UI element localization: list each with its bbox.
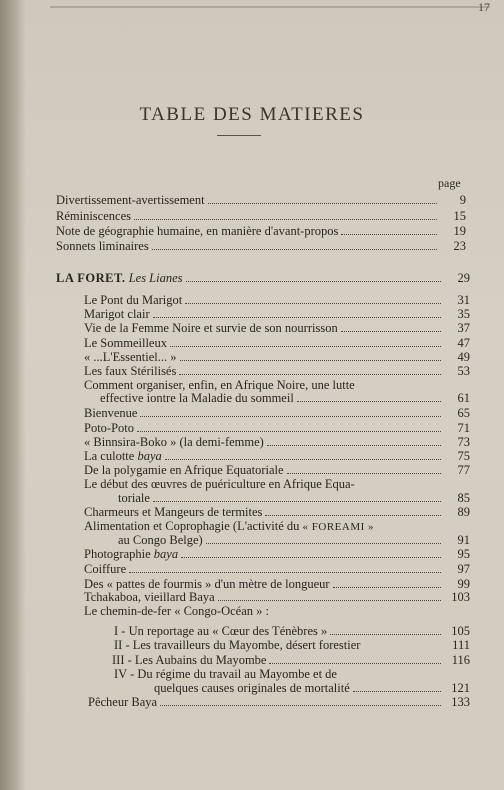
toc-subentry: quelques causes originales de mortalité 121 [154,681,470,695]
toc-entry: Charmeurs et Mangeurs de termites 89 [84,505,470,519]
title-underline [217,135,261,136]
toc-entry: Le Pont du Marigot 31 [84,293,470,307]
toc-entry: De la polygamie en Afrique Equatoriale 77 [84,463,470,477]
toc-entry: Réminiscences 15 [56,209,466,223]
toc-entry: Photographie baya 95 [84,547,470,561]
toc-section-heading: LA FORET. Les Lianes 29 [56,271,470,285]
top-edge [50,6,490,8]
toc-entry: Le Sommeilleux 47 [84,336,470,350]
toc-entry: Coiffure 97 [84,562,470,576]
toc-entry: Sonnets liminaires 23 [56,239,466,253]
toc-entry: Comment organiser, enfin, en Afrique Noire, une lutte [84,378,355,392]
toc-entry: Vie de la Femme Noire et survie de son nourrisson 37 [84,321,470,335]
toc-subentry: II - Les travailleurs du Mayombe, désert forestier 111 [114,638,470,652]
toc-entry: effective iontre la Maladie du sommeil 61 [100,391,470,405]
toc-subentry: III - Les Aubains du Mayombe 116 [112,653,470,667]
section-title: LA FORET. [56,271,126,285]
toc-entry: Des « pattes de fourmis » d'un mètre de longueur 99 [84,577,470,591]
folio-number: 17 [478,0,490,14]
toc-entry: Note de géographie humaine, en manière d'avant-propos 19 [56,224,466,238]
toc-entry: Bienvenue 65 [84,406,470,420]
toc-entry: Poto-Poto 71 [84,421,470,435]
toc-entry: « ...L'Essentiel... » 49 [84,350,470,364]
page-column-header: page [438,176,461,190]
toc-entry: La culotte baya 75 [84,449,470,463]
toc-entry: Alimentation et Coprophagie (L'activité du « FOREAMI » [84,519,375,533]
toc-entry: toriale 85 [118,491,470,505]
toc-entry: « Binnsira-Boko » (la demi-femme) 73 [84,435,470,449]
toc-entry: Pêcheur Baya 133 [88,695,470,709]
toc-entry: Le chemin-de-fer « Congo-Océan » : [84,604,269,618]
toc-entry: Divertissement-avertissement 9 [56,193,466,207]
toc-entry: Le début des œuvres de puériculture en Afrique Equa- [84,477,355,491]
toc-entry: Tchakaboa, vieillard Baya 103 [84,590,470,604]
toc-subentry: I - Un reportage au « Cœur des Ténèbres » 105 [114,624,470,638]
page-title: TABLE DES MATIERES [139,104,365,125]
section-subtitle: Les Lianes [128,271,183,285]
toc-entry: Marigot clair 35 [84,307,470,321]
toc-subentry: IV - Du régime du travail au Mayombe et de [114,667,337,681]
toc-entry: au Congo Belge) 91 [118,533,470,547]
toc-entry: Les faux Stérilisés 53 [84,364,470,378]
